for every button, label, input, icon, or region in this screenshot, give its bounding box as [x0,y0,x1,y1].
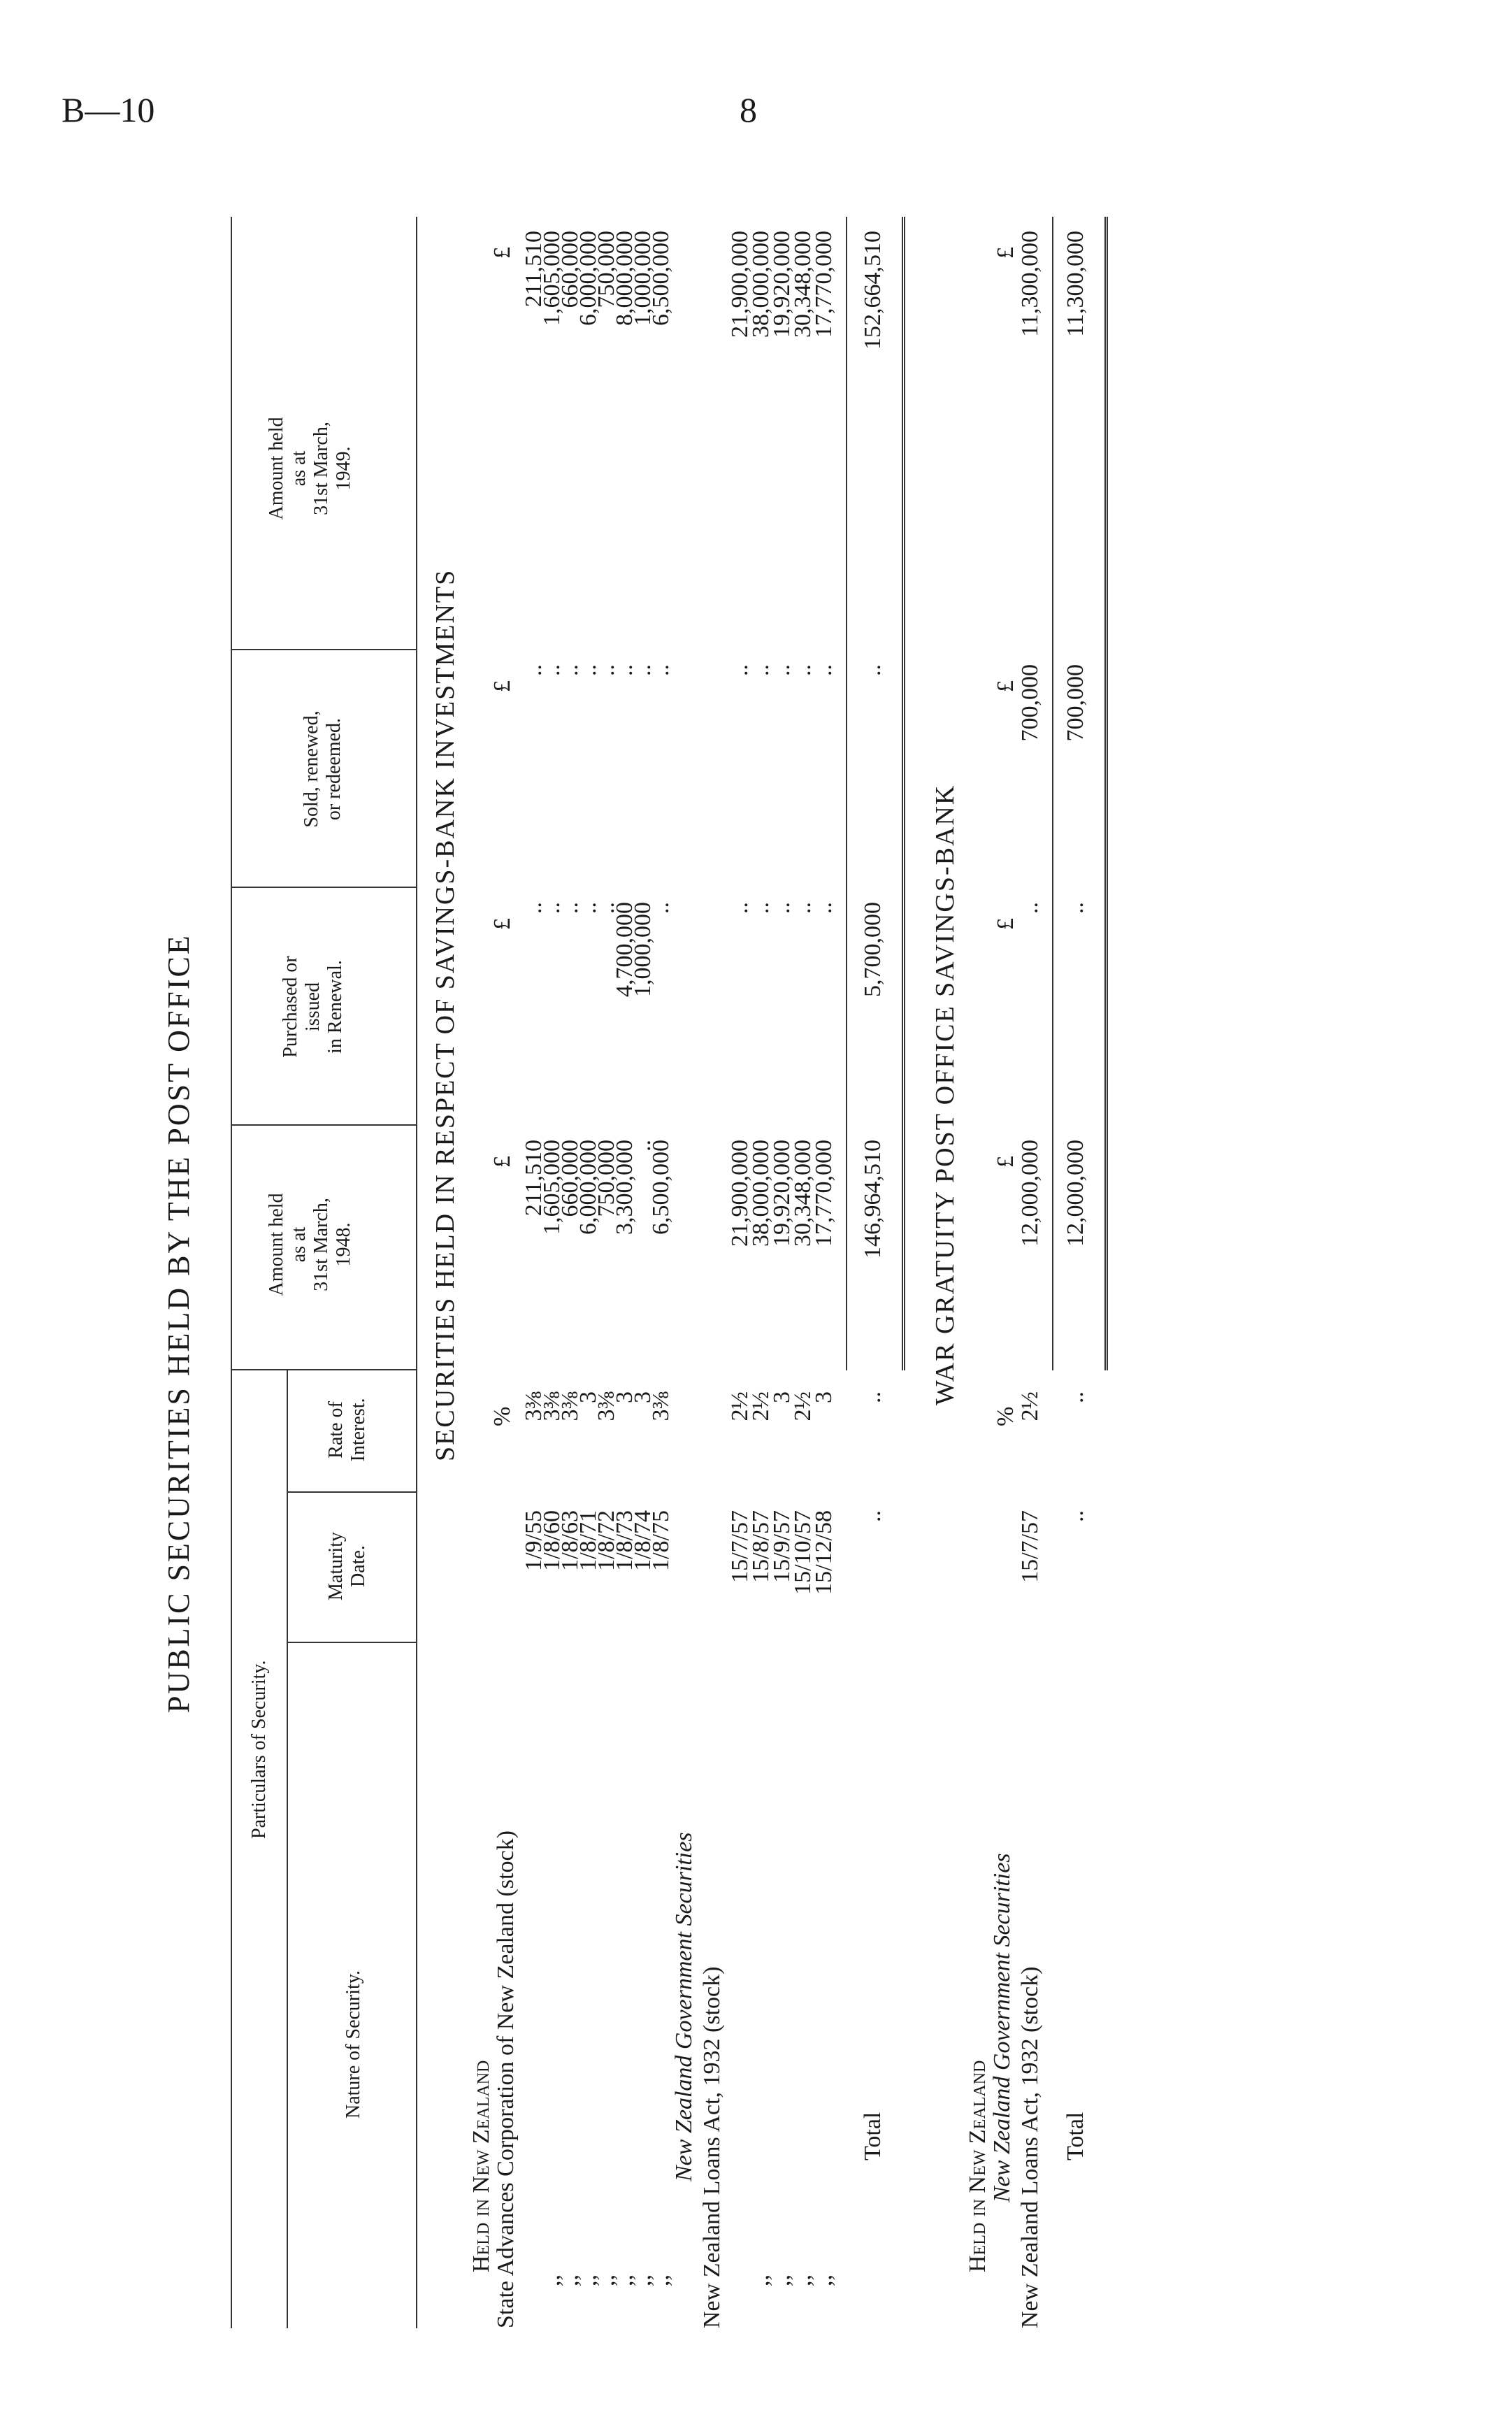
rate-cell: 3 [630,1391,656,1403]
held-1948-cell: 30,348,000 [790,1140,816,1247]
purchased-cell: .. [811,902,837,914]
rate-cell: 2½ [727,1391,753,1421]
held-1948-cell: 750,000 [593,1140,619,1217]
rate-cell: 3 [575,1391,601,1403]
held-1949-cell: 19,920,000 [769,231,795,338]
sold-cell: .. [593,664,619,676]
rate-cell: 3⅜ [539,1391,565,1421]
maturity-cell: 1/8/72 [593,1510,619,1571]
maturity-cell: .. [1063,1510,1088,1522]
section2-group-heading: New Zealand Government Securities [989,1853,1015,2202]
purchased-cell: .. [575,902,601,914]
purchased-cell: .. [539,902,565,914]
purchased-cell: 5,700,000 [860,902,886,997]
header-nature: Nature of Security. [343,1970,364,2119]
rate-cell: 3⅜ [557,1391,583,1421]
nature-cell: ,, [557,2274,583,2286]
purchased-cell: .. [790,902,816,914]
rate-cell: 3 [811,1391,837,1403]
nature-cell: ,, [593,2274,619,2286]
held-1948-cell: 1,605,000 [539,1140,565,1235]
total-label: Total [860,2112,886,2160]
subtotal-rule-2 [1052,217,1053,1370]
nature-cell: ,, [811,2274,837,2286]
page-number: 8 [740,90,757,129]
rotated-table [140,217,1328,2328]
table-top-rule [231,217,232,2328]
sold-cell: .. [727,664,753,676]
rate-cell: 3 [769,1391,795,1403]
held-1949-cell: 6,500,000 [648,231,674,326]
header-purchased: Purchased or issued in Renewal. [280,956,346,1058]
sold-cell: .. [630,664,656,676]
rate-cell: .. [860,1391,886,1403]
maturity-cell: 1/8/73 [612,1510,638,1571]
maturity-cell: .. [860,1510,886,1522]
sold-cell: .. [648,664,674,676]
subtotal-rule-1 [846,217,847,1370]
nature-cell: ,, [630,2274,656,2286]
group1-label: State Advances Corporation of New Zealand (stock) [493,1830,519,2328]
unit-pound-48: £ [489,1156,515,1168]
unit-pound-sold: £ [489,680,515,692]
sold-cell: 700,000 [1063,664,1088,742]
sold-cell: .. [790,664,816,676]
held-1948-cell: 211,510 [521,1140,547,1217]
vline-rate [231,1369,416,1370]
maturity-cell: 15/7/57 [1017,1510,1043,1583]
header-held-1949: Amount held as at 31st March, 1949. [266,417,354,520]
rate-cell: 3⅜ [648,1391,674,1421]
vline-maturity [287,1491,416,1493]
page-code: B—10 [62,90,155,129]
rate-cell: 2½ [1017,1391,1043,1421]
sold-cell: 700,000 [1017,664,1043,742]
rate-cell: 2½ [790,1391,816,1421]
held-1948-cell: 21,900,000 [727,1140,753,1247]
sold-cell: .. [575,664,601,676]
header-maturity: Maturity Date. [325,1532,369,1600]
particulars-rule [287,1370,288,2328]
purchased-cell: .. [521,902,547,914]
vline-sold [231,649,416,650]
purchased-cell: 4,700,000 [612,902,638,997]
rate-cell: 2½ [748,1391,774,1421]
held-1948-cell: 19,920,000 [769,1140,795,1247]
held-1948-cell: 660,000 [557,1140,583,1217]
group2-heading: New Zealand Government Securities [671,1832,697,2181]
held-1949-cell: 750,000 [593,231,619,308]
held-1948-cell: 38,000,000 [748,1140,774,1247]
held-1949-cell: 11,300,000 [1063,231,1088,337]
section2-subheading: Held in New Zealand [965,2060,991,2272]
held-1949-cell: 1,000,000 [630,231,656,326]
rate-cell: .. [1063,1391,1088,1403]
nature-cell: ,, [575,2274,601,2286]
held-1949-cell: 6,000,000 [575,231,601,326]
held-1949-cell: 11,300,000 [1017,231,1043,337]
vline-held48 [231,1124,416,1126]
unit-pound-purch: £ [489,918,515,930]
held-1948-cell: 6,500,000 [648,1140,674,1235]
held-1948-cell: 146,964,510 [860,1140,886,1259]
purchased-cell: .. [1063,902,1088,914]
maturity-cell: 15/12/58 [811,1510,837,1595]
section1-subheading: Held in New Zealand [468,2060,494,2272]
purchased-cell: .. [648,902,674,914]
nature-cell: ,, [612,2274,638,2286]
nature-cell: ,, [539,2274,565,2286]
maturity-cell: 1/9/55 [521,1510,547,1571]
rate-cell: 3⅜ [521,1391,547,1421]
held-1949-cell: 660,000 [557,231,583,308]
maturity-cell: 1/8/71 [575,1510,601,1571]
vline-purchased [231,887,416,888]
maturity-cell: 1/8/60 [539,1510,565,1571]
total-double-rule-1 [902,217,905,1370]
sold-cell: .. [811,664,837,676]
held-1948-cell: 3,300,000 [612,1140,638,1235]
purchased-cell: .. [748,902,774,914]
held-1948-cell: 17,770,000 [811,1140,837,1247]
header-bottom-rule [416,217,417,2328]
held-1948-cell: 12,000,000 [1017,1140,1043,1247]
rate-cell: 3 [612,1391,638,1403]
purchased-cell: .. [593,902,619,914]
nature-cell: ,, [748,2274,774,2286]
group2-label: New Zealand Loans Act, 1932 (stock) [699,1966,725,2328]
nature-cell: ,, [648,2274,674,2286]
held-1949-cell: 1,605,000 [539,231,565,326]
held-1948-cell: .. [630,1140,656,1152]
sold-cell: .. [769,664,795,676]
unit-percent: % [489,1406,515,1426]
nature-cell: ,, [790,2274,816,2286]
purchased-cell: .. [1017,902,1043,914]
header-rate: Rate of Interest. [325,1398,369,1462]
unit-percent-2: % [993,1406,1018,1426]
held-1949-cell: 17,770,000 [811,231,837,338]
held-1949-cell: 211,510 [521,231,547,308]
rate-cell: 3⅜ [593,1391,619,1421]
unit-pound-purch-2: £ [993,918,1018,930]
maturity-cell: 1/8/63 [557,1510,583,1571]
held-1948-cell: 6,000,000 [575,1140,601,1235]
sold-cell: .. [612,664,638,676]
page-title: PUBLIC SECURITIES HELD BY THE POST OFFICE [161,933,196,1713]
held-1948-cell: 12,000,000 [1063,1140,1088,1247]
purchased-cell: .. [727,902,753,914]
vline-nature [287,1642,416,1643]
total-double-rule-2 [1104,217,1108,1370]
maturity-cell: 1/8/74 [630,1510,656,1571]
held-1949-cell: 8,000,000 [612,231,638,326]
sold-cell: .. [748,664,774,676]
header-held-1948: Amount held as at 31st March, 1948. [266,1193,354,1296]
maturity-cell: 1/8/75 [648,1510,674,1571]
maturity-cell: 15/10/57 [790,1510,816,1595]
unit-pound-sold-2: £ [993,680,1018,692]
held-1949-cell: 152,664,510 [860,231,886,350]
held-1949-cell: 30,348,000 [790,231,816,338]
unit-pound-49-2: £ [993,247,1018,259]
total-label: Total [1063,2112,1088,2160]
unit-pound-48-2: £ [993,1156,1018,1168]
purchased-cell: .. [557,902,583,914]
purchased-cell: 1,000,000 [630,902,656,997]
sold-cell: .. [539,664,565,676]
held-1949-cell: 38,000,000 [748,231,774,338]
header-sold: Sold, renewed, or redeemed. [301,710,345,828]
section1-heading: SECURITIES HELD IN RESPECT OF SAVINGS-BANK INVESTMENTS [431,568,460,1461]
unit-pound-49: £ [489,247,515,259]
sold-cell: .. [521,664,547,676]
nature-cell: ,, [769,2274,795,2286]
header-particulars: Particulars of Security. [248,1660,270,1839]
sold-cell: .. [860,664,886,676]
maturity-cell: 15/7/57 [727,1510,753,1583]
maturity-cell: 15/9/57 [769,1510,795,1583]
nature-cell: New Zealand Loans Act, 1932 (stock) [1017,1966,1043,2328]
section2-heading: WAR GRATUITY POST OFFICE SAVINGS-BANK [930,784,960,1405]
sold-cell: .. [557,664,583,676]
held-1949-cell: 21,900,000 [727,231,753,338]
purchased-cell: .. [769,902,795,914]
maturity-cell: 15/8/57 [748,1510,774,1583]
